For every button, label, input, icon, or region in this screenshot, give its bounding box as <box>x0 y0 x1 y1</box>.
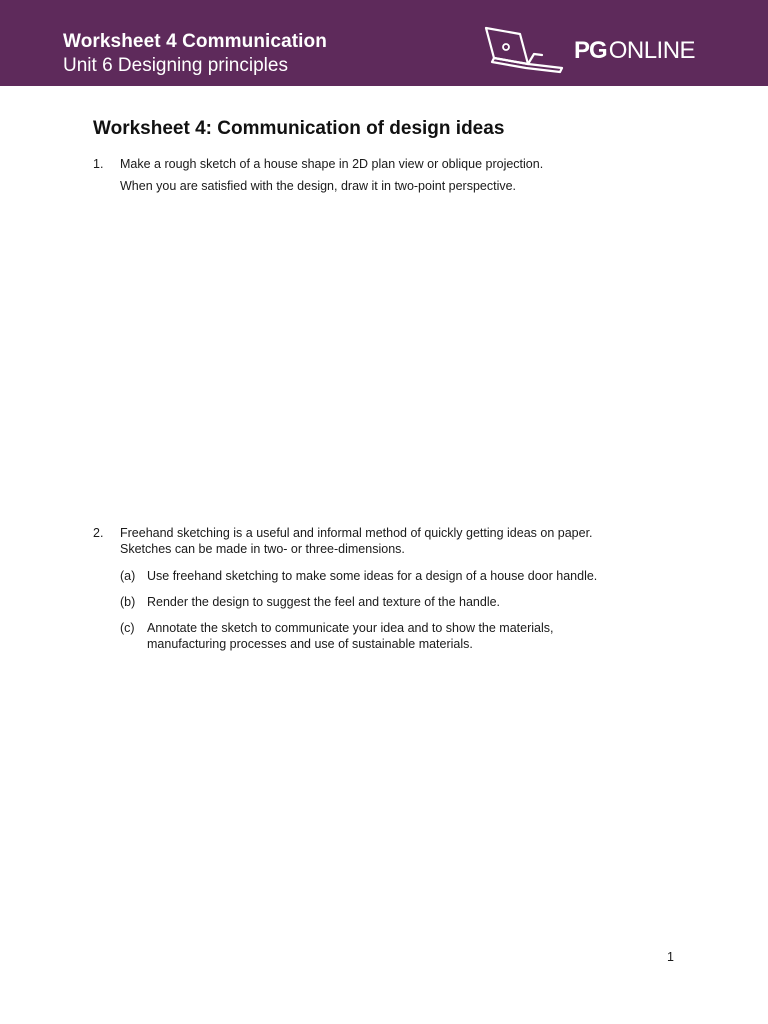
part-letter: (a) <box>120 569 136 583</box>
question-line: When you are satisfied with the design, draw it in two-point perspective. <box>120 179 517 193</box>
question-line: Make a rough sketch of a house shape in 2D plan view or oblique projection. <box>120 157 544 171</box>
pg-online-logo <box>482 24 702 76</box>
logo-pg: PG <box>574 37 607 64</box>
part-line: Use freehand sketching to make some ideas for a design of a house door handle. <box>147 569 598 583</box>
question-number: 2. <box>93 526 104 540</box>
part-text <box>147 620 667 652</box>
question-line: Sketches can be made in two- or three-dimensions. <box>120 542 405 556</box>
question-line: Freehand sketching is a useful and informal method of quickly getting ideas on paper. <box>120 526 593 540</box>
part-line: Render the design to suggest the feel and texture of the handle. <box>147 595 501 609</box>
header-title: Worksheet 4 Communication <box>63 31 327 52</box>
laptop-icon <box>482 24 572 76</box>
part-line: manufacturing processes and use of sustainable materials. <box>147 637 473 651</box>
question-number: 1. <box>93 157 104 171</box>
logo-online: ONLINE <box>608 37 696 64</box>
logo-wordmark <box>574 37 695 65</box>
question-text <box>120 156 680 194</box>
part-text <box>147 568 667 584</box>
part-letter: (b) <box>120 595 136 609</box>
document-title: Worksheet 4: Communication of design ideas <box>93 118 505 139</box>
question-text <box>120 525 680 557</box>
part-line: Annotate the sketch to communicate your idea and to show the materials, <box>147 621 554 635</box>
part-letter: (c) <box>120 621 135 635</box>
header-band <box>0 0 768 86</box>
header-subtitle: Unit 6 Designing principles <box>63 55 288 76</box>
part-text <box>147 594 667 610</box>
page-number: 1 <box>667 950 674 964</box>
